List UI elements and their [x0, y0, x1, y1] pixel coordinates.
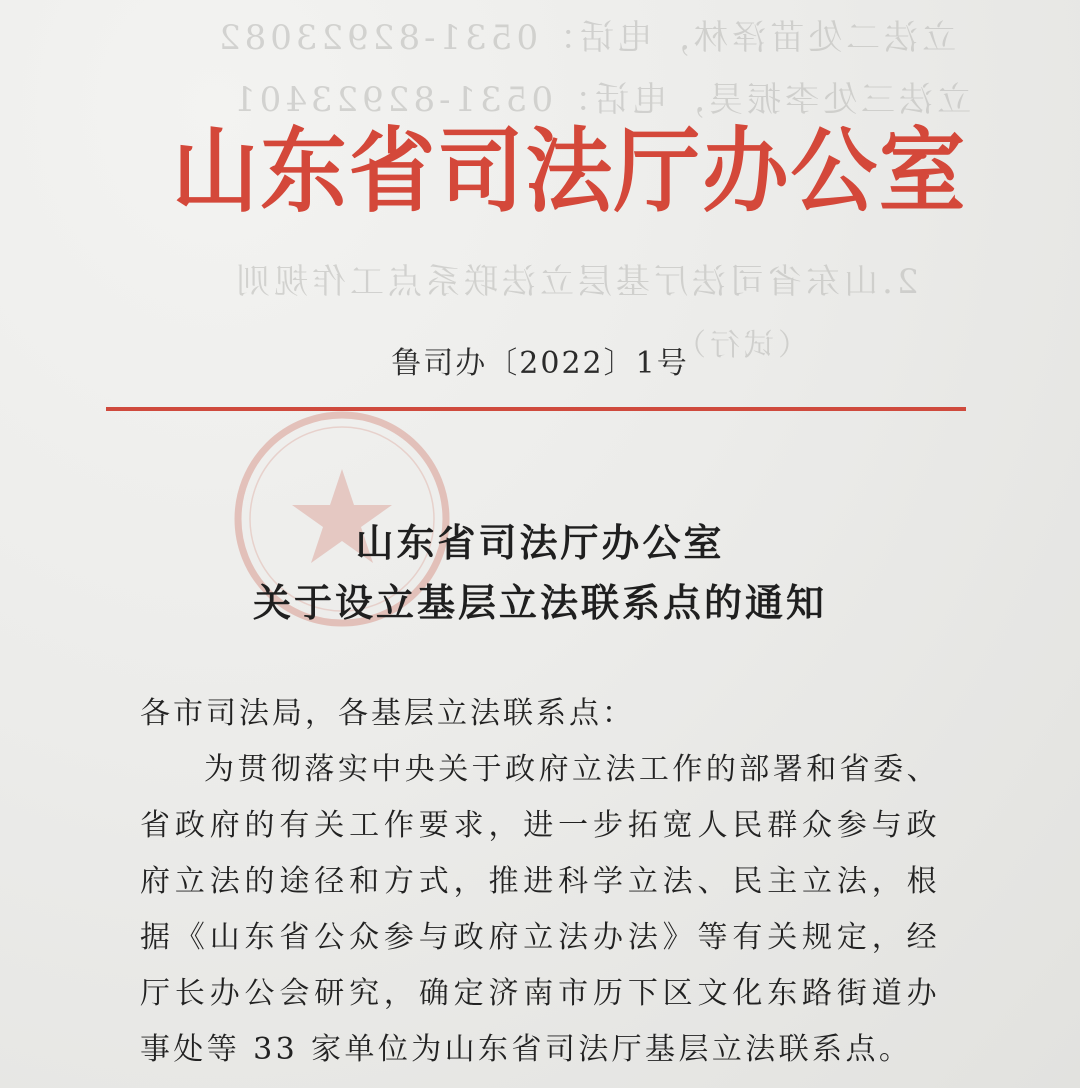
show-through-text: （试行）: [672, 328, 808, 363]
notice-title-line-2: 关于设立基层立法联系点的通知: [252, 580, 827, 625]
body-paragraph: 为贯彻落实中央关于政府立法工作的部署和省委、省政府的有关工作要求，进一步拓宽人民群众参与政府立法的途径和方式，推进科学立法、民主立法，根据《山东省公众参与政府立法办法》等有关规定，经厅长办公会研究，确定济南市历下区文化东路街道办事处等 33 家单位为山东省司法厅基层立法联系点。: [140, 752, 940, 1067]
letterhead-title: 山东省司法厅办公室: [172, 118, 968, 225]
show-through-text: 2.山东省司法厅基层立法联系点工作规则: [232, 262, 919, 302]
notice-title-line-1: 山东省司法厅办公室: [355, 520, 725, 565]
show-through-text: 立法三处李振昊，电话：0531-82923401: [230, 80, 972, 120]
show-through-text: 立法二处苗泽林，电话：0531-82923082: [215, 18, 957, 58]
document-number: 鲁司办〔2022〕1号: [391, 346, 689, 381]
salutation: 各市司法局，各基层立法联系点：: [140, 696, 635, 731]
